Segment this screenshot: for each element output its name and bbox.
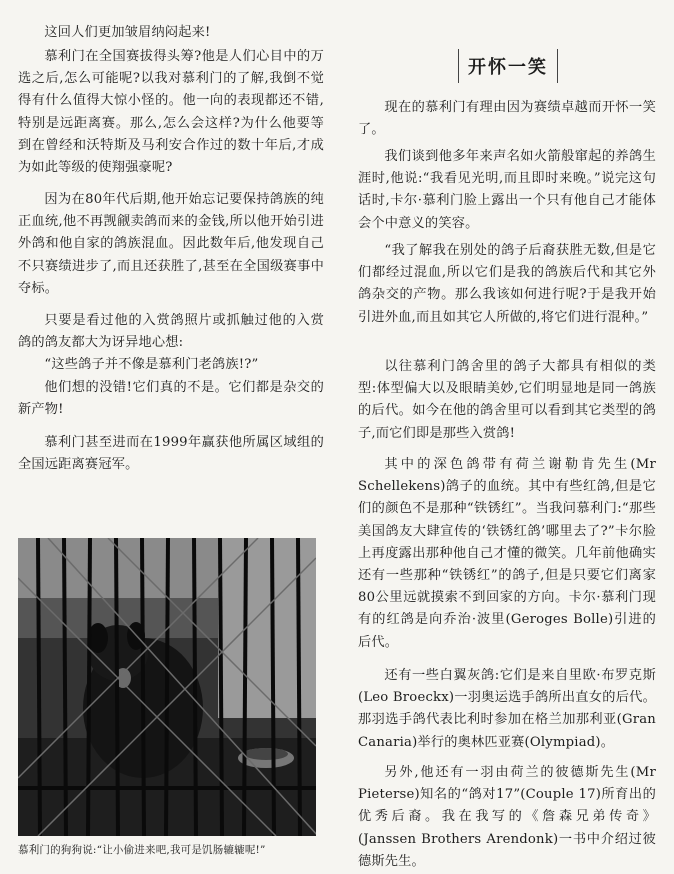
right-paragraph-3: “我了解我在别处的鸽子后裔获胜无数,但是它们都经过混血,所以它们是我的鸽族后代和其它外鸽杂交的产物。那么我该如何进行呢?于是我开始引进外血,而且如其它人所做的,将它们进行混种。”	[358, 243, 656, 325]
section-heading: 开怀一笑	[458, 49, 558, 83]
photo-caption: 慕利门的狗狗说:“让小偷进来吧,我可是饥肠辘辘呢!”	[18, 844, 266, 856]
dog-behind-bars-image	[18, 538, 316, 836]
right-paragraph-6: 还有一些白翼灰鸽:它们是来自里欧·布罗克斯(Leo Broeckx)一羽奥运选手鸽所出直女的后代。那羽选手鸽代表比利时参加在格兰加那利亚(Gran Canaria)举行的奥林匹亚赛(Olympiad)。	[358, 668, 656, 750]
right-paragraph-7: 另外,他还有一羽由荷兰的彼德斯先生(Mr Pieterse)知名的“鸽对17”(Couple 17)所育出的优秀后裔。我在我写的《詹森兄弟传奇》(Janssen Brothers Arendonk)一书中介绍过彼德斯先生。	[358, 765, 656, 869]
left-paragraph-7: 慕利门甚至进而在1999年赢获他所属区域组的全国远距离赛冠军。	[18, 435, 324, 473]
right-paragraph-5: 其中的深色鸽带有荷兰谢勒肯先生(Mr Schellekens)鸽子的血统。其中有些红鸽,但是它们的颜色不是那种“铁锈红”。当我问慕利门:“那些美国鸽友大肆宣传的‘铁锈红鸽’哪里去了?”卡尔脸上再度露出那种他自己才懂的微笑。几年前他确实还有一些那种“铁锈红”的鸽子,但是只要它们离家80公里远就摸索不到回家的方向。卡尔·慕利门现有的红鸽是向乔治·波里(Geroges Bolle)引进的后代。	[358, 457, 656, 650]
left-paragraph-3: 因为在80年代后期,他开始忘记要保持鸽族的纯正血统,他不再觊觎卖鸽而来的金钱,所以他开始引进外鸽和他自家的鸽族混血。因此数年后,他发现自己不只赛绩进步了,而且还获胜了,甚至在全国级赛事中夺标。	[18, 192, 324, 296]
left-paragraph-1: 这回人们更加皱眉纳闷起来!	[44, 25, 211, 40]
right-paragraph-2: 我们谈到他多年来声名如火箭般窜起的养鸽生涯时,他说:“我看见光明,而且即时来晚。”说完这句话时,卡尔·慕利门脸上露出一个只有他自己才能体会个中意义的笑容。	[358, 149, 656, 231]
left-paragraph-4: 只要是看过他的入赏鸽照片或抓触过他的入赏鸽的鸽友都大为讶异地心想:	[18, 313, 324, 351]
right-paragraph-4: 以往慕利门鸽舍里的鸽子大都具有相似的类型:体型偏大以及眼睛美妙,它们明显地是同一鸽族的后代。如今在他的鸽舍里可以看到其它类型的鸽子,而它们即是那些入赏鸽!	[358, 359, 656, 441]
dog-photo	[18, 538, 316, 836]
left-paragraph-5: “这些鸽子并不像是慕利门老鸽族!?”	[44, 357, 259, 372]
left-paragraph-6: 他们想的没错!它们真的不是。它们都是杂交的新产物!	[18, 380, 324, 418]
left-paragraph-2: 慕利门在全国赛拔得头筹?他是人们心目中的万选之后,怎么可能呢?以我对慕利门的了解,我倒不觉得有什么值得大惊小怪的。他一向的表现都还不错,特别是远距离赛。那么,怎么会这样?为什么他要等到在曾经和沃特斯及马利安合作过的数十年后,才成为如此等级的使翔强豪呢?	[18, 49, 324, 176]
right-paragraph-1: 现在的慕利门有理由因为赛绩卓越而开怀一笑了。	[358, 100, 656, 138]
